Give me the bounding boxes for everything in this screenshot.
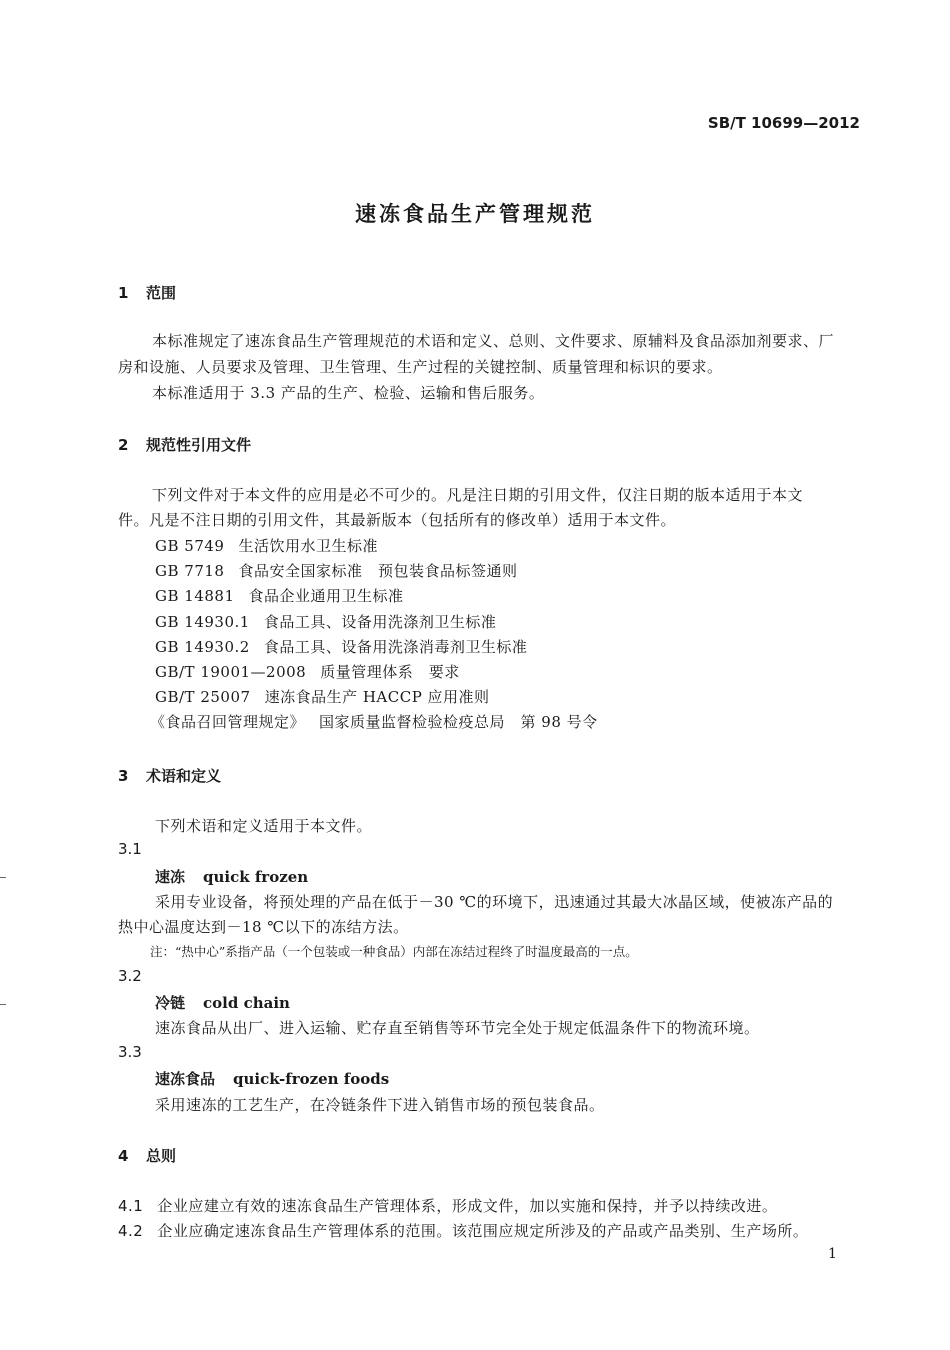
reference-item xyxy=(155,636,527,657)
reference-item xyxy=(150,711,598,732)
section-title: 总则 xyxy=(146,1147,177,1165)
term-definition: 采用速冻的工艺生产，在冷链条件下进入销售市场的预包装食品。 xyxy=(155,1096,605,1114)
reference-code: 《食品召回管理规定》 xyxy=(150,713,306,731)
section-number: 2 xyxy=(118,436,129,454)
section-number: 3 xyxy=(118,767,129,785)
reference-code: GB/T 19001—2008 xyxy=(155,663,307,681)
clause-text: 企业应确定速冻食品生产管理体系的范围。该范围应规定所涉及的产品或产品类别、生产场所。 xyxy=(157,1222,809,1240)
margin-mark xyxy=(0,1004,6,1005)
reference-title: 质量管理体系 要求 xyxy=(320,663,460,681)
section-title: 术语和定义 xyxy=(146,767,222,785)
term-definition: 采用专业设备，将预处理的产品在低于－30 ℃的环境下，迅速通过其最大冰晶区域，使被冻产品的 xyxy=(155,893,834,911)
reference-title: 速冻食品生产 HACCP 应用准则 xyxy=(264,688,490,706)
reference-item xyxy=(155,661,460,682)
term-definition: 速冻食品从出厂、进入运输、贮存直至销售等环节完全处于规定低温条件下的物流环境。 xyxy=(155,1019,760,1037)
section-heading xyxy=(118,765,221,786)
paragraph-line: 下列术语和定义适用于本文件。 xyxy=(155,817,373,835)
reference-code: GB 14930.2 xyxy=(155,638,250,656)
section-heading xyxy=(118,434,251,455)
term-english: quick-frozen foods xyxy=(233,1070,390,1088)
section-heading xyxy=(118,1145,176,1166)
margin-mark xyxy=(0,877,6,878)
paragraph-line: 房和设施、人员要求及管理、卫生管理、生产过程的关键控制、质量管理和标识的要求。 xyxy=(118,358,723,376)
standard-code: SB/T 10699—2012 xyxy=(707,114,860,132)
term-note: 注：“热中心”系指产品（一个包装或一种食品）内部在冻结过程终了时温度最高的一点。 xyxy=(150,944,638,959)
reference-item xyxy=(155,585,404,606)
term-entry xyxy=(155,866,308,887)
section-title: 规范性引用文件 xyxy=(146,436,252,454)
reference-code: GB/T 25007 xyxy=(155,688,251,706)
reference-item xyxy=(155,535,378,556)
reference-title: 国家质量监督检验检疫总局 第 98 号令 xyxy=(319,713,598,731)
term-english: quick frozen xyxy=(203,868,309,886)
section-heading xyxy=(118,282,176,303)
paragraph-line: 本标准适用于 3.3 产品的生产、检验、运输和售后服务。 xyxy=(152,384,545,402)
term-entry xyxy=(155,1068,389,1089)
reference-title: 食品安全国家标准 预包装食品标签通则 xyxy=(238,562,518,580)
reference-title: 食品工具、设备用洗涤剂卫生标准 xyxy=(263,613,497,631)
reference-code: GB 14930.1 xyxy=(155,613,250,631)
section-number: 4 xyxy=(118,1147,129,1165)
clause-text: 企业应建立有效的速冻食品生产管理体系，形成文件，加以实施和保持，并予以持续改进。 xyxy=(157,1197,778,1215)
reference-item xyxy=(155,560,517,581)
reference-code: GB 7718 xyxy=(155,562,225,580)
term-entry xyxy=(155,992,290,1013)
paragraph-line: 本标准规定了速冻食品生产管理规范的术语和定义、总则、文件要求、原辅料及食品添加剂要求、厂 xyxy=(152,332,835,350)
term-english: cold chain xyxy=(203,994,290,1012)
page-number: 1 xyxy=(828,1246,837,1262)
reference-title: 食品工具、设备用洗涤消毒剂卫生标准 xyxy=(263,638,528,656)
document-title: 速冻食品生产管理规范 xyxy=(355,202,595,226)
reference-title: 生活饮用水卫生标准 xyxy=(238,537,378,555)
paragraph-line: 下列文件对于本文件的应用是必不可少的。凡是注日期的引用文件，仅注日期的版本适用于本文 xyxy=(152,486,804,504)
reference-item xyxy=(155,611,496,632)
term-chinese: 速冻 xyxy=(155,868,186,886)
reference-title: 食品企业通用卫生标准 xyxy=(248,587,404,605)
term-number: 3.1 xyxy=(118,840,142,858)
term-chinese: 速冻食品 xyxy=(155,1070,216,1088)
section-number: 1 xyxy=(118,284,129,302)
reference-code: GB 14881 xyxy=(155,587,235,605)
reference-item xyxy=(155,686,490,707)
term-chinese: 冷链 xyxy=(155,994,186,1012)
section-title: 范围 xyxy=(146,284,177,302)
clause-number: 4.1 xyxy=(118,1197,144,1215)
clause-number: 4.2 xyxy=(118,1222,144,1240)
clause xyxy=(118,1220,808,1241)
paragraph-line: 件。凡是不注日期的引用文件，其最新版本（包括所有的修改单）适用于本文件。 xyxy=(118,511,677,529)
reference-code: GB 5749 xyxy=(155,537,225,555)
term-number: 3.3 xyxy=(118,1043,142,1061)
term-number: 3.2 xyxy=(118,967,142,985)
clause xyxy=(118,1195,777,1216)
term-definition: 热中心温度达到－18 ℃以下的冻结方法。 xyxy=(118,918,409,936)
